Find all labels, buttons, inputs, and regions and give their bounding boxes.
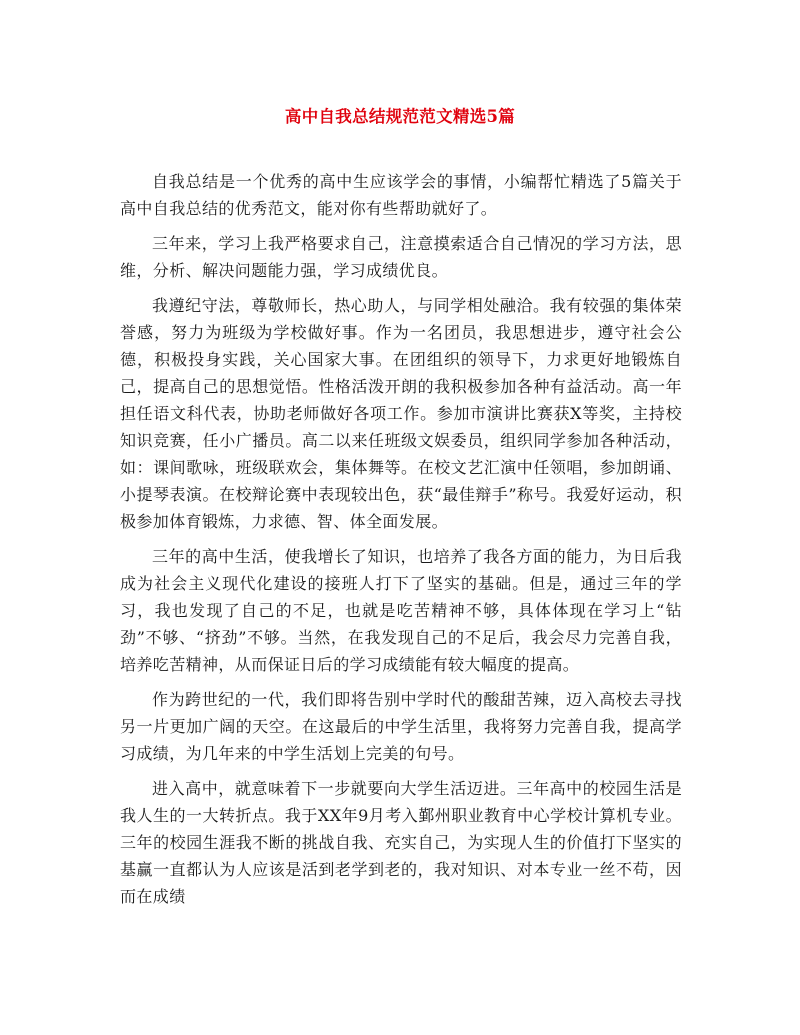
paragraph-entering-high-school: 进入高中，就意味着下一步就要向大学生活迈进。三年高中的校园生活是我人生的一大转折点。我于XX年9月考入鄞州职业教育中心学校计算机专业。三年的校园生涯我不断的挑战自我、充实自己，为实现人生的价值打下坚实的基赢一直都认为人应该是活到老学到老的，我对知识、对本专业一丝不苟，因而在成绩: [120, 779, 682, 906]
paragraph-future: 作为跨世纪的一代，我们即将告别中学时代的酸甜苦辣，迈入高校去寻找另一片更加广阔的天空。在这最后的中学生活里，我将努力完善自我，提高学习成绩，为几年来的中学生活划上完美的句号。: [120, 690, 682, 763]
paragraph-study: 三年来，学习上我严格要求自己，注意摸索适合自己情况的学习方法，思维，分析、解决问题能力强，学习成绩优良。: [120, 234, 682, 280]
paragraph-conduct: 我遵纪守法，尊敬师长，热心助人，与同学相处融洽。我有较强的集体荣誉感，努力为班级为学校做好事。作为一名团员，我思想进步，遵守社会公德，积极投身实践，关心国家大事。在团组织的领导下，力求更好地锻炼自己，提高自己的思想觉悟。性格活泼开朗的我积极参加各种有益活动。高一年担任语文科代表，协助老师做好各项工作。参加市演讲比赛获X等奖，主持校知识竞赛，任小广播员。高二以来任班级文娱委员，组织同学参加各种活动，如：课间歌咏，班级联欢会，集体舞等。在校文艺汇演中任领唱，参加朗诵、小提琴表演。在校辩论赛中表现较出色，获“最佳辩手”称号。我爱好运动，积极参加体育锻炼，力求德、智、体全面发展。: [120, 296, 682, 531]
paragraph-reflection: 三年的高中生活，使我增长了知识，也培养了我各方面的能力，为日后我成为社会主义现代化建设的接班人打下了坚实的基础。但是，通过三年的学习，我也发现了自己的不足，也就是吃苦精神不够，具体体现在学习上“钻劲”不够、“挤劲”不够。当然，在我发现自己的不足后，我会尽力完善自我，培养吃苦精神，从而保证日后的学习成绩能有较大幅度的提高。: [120, 547, 682, 674]
document-title: 高中自我总结规范范文精选5篇: [284, 107, 516, 126]
paragraph-intro: 自我总结是一个优秀的高中生应该学会的事情，小编帮忙精选了5篇关于高中自我总结的优秀范文，能对你有些帮助就好了。: [120, 172, 682, 218]
document-body: [120, 168, 682, 918]
